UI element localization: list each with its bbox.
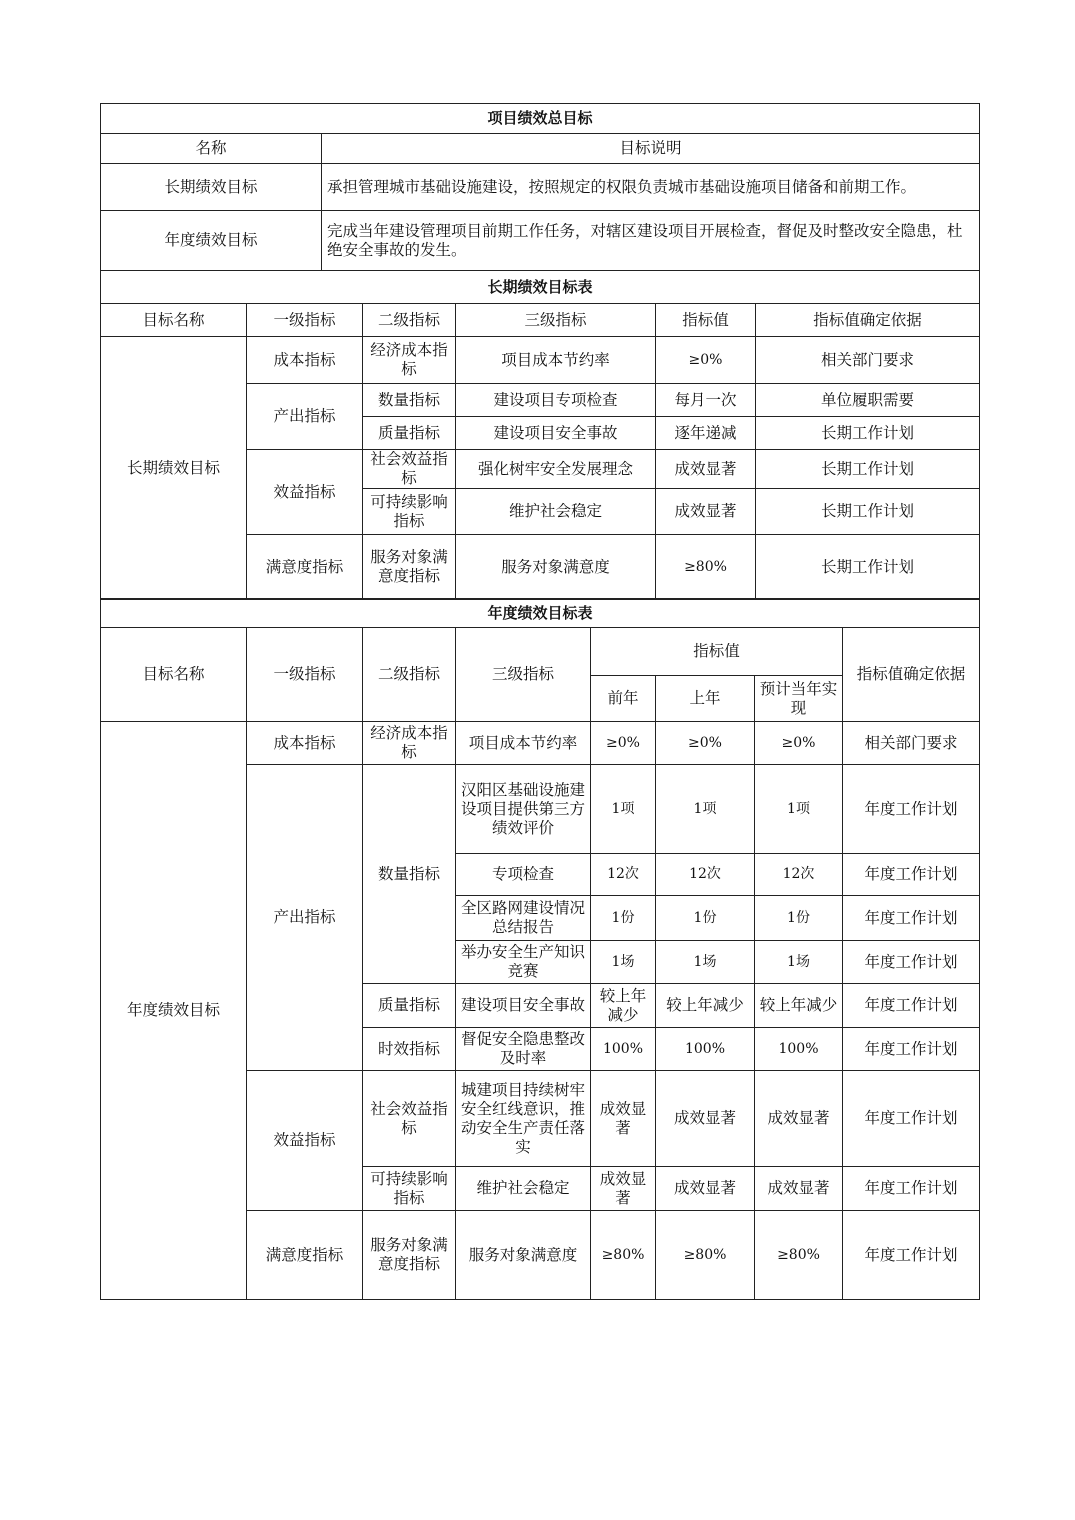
- l3-cell: 维护社会稳定: [456, 1167, 591, 1211]
- basis-cell: 长期工作计划: [756, 450, 980, 489]
- prev-cell: 1份: [591, 896, 656, 941]
- basis-cell: 年度工作计划: [843, 1167, 980, 1211]
- last-cell: ≥80%: [656, 1211, 755, 1300]
- l3-cell: 建设项目安全事故: [456, 417, 656, 450]
- goal-name: 长期绩效目标: [101, 337, 247, 600]
- l3-cell: 项目成本节约率: [456, 337, 656, 384]
- l1-benefit: 效益指标: [247, 1071, 363, 1211]
- last-cell: 100%: [656, 1028, 755, 1071]
- l3-cell: 强化树牢安全发展理念: [456, 450, 656, 489]
- l3-cell: 维护社会稳定: [456, 489, 656, 535]
- prev-cell: 100%: [591, 1028, 656, 1071]
- l2-cell: 可持续影响指标: [363, 1167, 456, 1211]
- basis-cell: 年度工作计划: [843, 941, 980, 984]
- l2-cell: 服务对象满意度指标: [363, 1211, 456, 1300]
- value-cell: 成效显著: [656, 489, 756, 535]
- header-value: 指标值: [656, 304, 756, 337]
- l3-cell: 服务对象满意度: [456, 1211, 591, 1300]
- expected-cell: 较上年减少: [755, 984, 843, 1028]
- l2-cell: 数量指标: [363, 384, 456, 417]
- overall-goals-table: [100, 103, 980, 271]
- prev-cell: 成效显著: [591, 1167, 656, 1211]
- l2-cell: 经济成本指标: [363, 722, 456, 765]
- basis-cell: 年度工作计划: [843, 854, 980, 896]
- value-cell: 成效显著: [656, 450, 756, 489]
- l1-benefit: 效益指标: [247, 450, 363, 535]
- header-last-year: 上年: [656, 676, 755, 722]
- header-l3: 三级指标: [456, 628, 591, 722]
- header-goal: 目标名称: [101, 628, 247, 722]
- overall-title: 项目绩效总目标: [101, 104, 980, 134]
- header-l3: 三级指标: [456, 304, 656, 337]
- header-basis: 指标值确定依据: [843, 628, 980, 722]
- last-cell: 较上年减少: [656, 984, 755, 1028]
- basis-cell: 年度工作计划: [843, 1028, 980, 1071]
- value-cell: ≥80%: [656, 535, 756, 600]
- l3-cell: 建设项目安全事故: [456, 984, 591, 1028]
- basis-cell: 年度工作计划: [843, 984, 980, 1028]
- l2-cell: 可持续影响指标: [363, 489, 456, 535]
- expected-cell: ≥80%: [755, 1211, 843, 1300]
- l1-output: 产出指标: [247, 384, 363, 450]
- long-table-title: 长期绩效目标表: [101, 271, 980, 304]
- header-goal: 目标名称: [101, 304, 247, 337]
- l3-cell: 全区路网建设情况总结报告: [456, 896, 591, 941]
- header-l1: 一级指标: [247, 628, 363, 722]
- table-row: [101, 337, 980, 384]
- l1-satisfaction: 满意度指标: [247, 1211, 363, 1300]
- basis-cell: 单位履职需要: [756, 384, 980, 417]
- last-cell: 1份: [656, 896, 755, 941]
- l3-cell: 专项检查: [456, 854, 591, 896]
- annual-goal-label: 年度绩效目标: [101, 211, 322, 271]
- basis-cell: 年度工作计划: [843, 1071, 980, 1167]
- annual-goals-table: [100, 598, 980, 1300]
- annual-table-title: 年度绩效目标表: [101, 599, 980, 628]
- value-cell: 逐年递减: [656, 417, 756, 450]
- col-desc-header: 目标说明: [322, 134, 980, 164]
- l3-cell: 城建项目持续树牢安全红线意识，推动安全生产责任落实: [456, 1071, 591, 1167]
- prev-cell: ≥80%: [591, 1211, 656, 1300]
- goal-name: 年度绩效目标: [101, 722, 247, 1300]
- l3-cell: 项目成本节约率: [456, 722, 591, 765]
- basis-cell: 相关部门要求: [756, 337, 980, 384]
- prev-cell: 较上年减少: [591, 984, 656, 1028]
- prev-cell: 12次: [591, 854, 656, 896]
- expected-cell: 1份: [755, 896, 843, 941]
- l2-cell: 质量指标: [363, 417, 456, 450]
- value-cell: 每月一次: [656, 384, 756, 417]
- long-goal-desc: 承担管理城市基础设施建设，按照规定的权限负责城市基础设施项目储备和前期工作。: [322, 164, 980, 211]
- l3-cell: 服务对象满意度: [456, 535, 656, 600]
- l1-output: 产出指标: [247, 765, 363, 1071]
- long-goal-label: 长期绩效目标: [101, 164, 322, 211]
- last-cell: 12次: [656, 854, 755, 896]
- header-l1: 一级指标: [247, 304, 363, 337]
- header-expected: 预计当年实现: [755, 676, 843, 722]
- l1-satisfaction: 满意度指标: [247, 535, 363, 600]
- last-cell: 1场: [656, 941, 755, 984]
- prev-cell: 成效显著: [591, 1071, 656, 1167]
- long-term-goals-table: [100, 270, 980, 600]
- l2-cell: 社会效益指标: [363, 450, 456, 489]
- expected-cell: 100%: [755, 1028, 843, 1071]
- l1-cost: 成本指标: [247, 337, 363, 384]
- last-cell: ≥0%: [656, 722, 755, 765]
- last-cell: 成效显著: [656, 1071, 755, 1167]
- l2-cell: 经济成本指标: [363, 337, 456, 384]
- expected-cell: 12次: [755, 854, 843, 896]
- header-value: 指标值: [591, 628, 843, 676]
- basis-cell: 年度工作计划: [843, 896, 980, 941]
- l3-cell: 建设项目专项检查: [456, 384, 656, 417]
- table-row: [101, 722, 980, 765]
- basis-cell: 长期工作计划: [756, 535, 980, 600]
- header-prev-year: 前年: [591, 676, 656, 722]
- l2-quantity: 数量指标: [363, 765, 456, 984]
- expected-cell: ≥0%: [755, 722, 843, 765]
- col-name-header: 名称: [101, 134, 322, 164]
- l3-cell: 汉阳区基础设施建设项目提供第三方绩效评价: [456, 765, 591, 854]
- basis-cell: 长期工作计划: [756, 489, 980, 535]
- expected-cell: 成效显著: [755, 1071, 843, 1167]
- basis-cell: 长期工作计划: [756, 417, 980, 450]
- last-cell: 1项: [656, 765, 755, 854]
- l2-cell: 质量指标: [363, 984, 456, 1028]
- l3-cell: 举办安全生产知识竞赛: [456, 941, 591, 984]
- l2-cell: 社会效益指标: [363, 1071, 456, 1167]
- expected-cell: 1项: [755, 765, 843, 854]
- basis-cell: 相关部门要求: [843, 722, 980, 765]
- expected-cell: 成效显著: [755, 1167, 843, 1211]
- header-l2: 二级指标: [363, 304, 456, 337]
- prev-cell: 1场: [591, 941, 656, 984]
- l2-cell: 服务对象满意度指标: [363, 535, 456, 600]
- l2-cell: 时效指标: [363, 1028, 456, 1071]
- header-l2: 二级指标: [363, 628, 456, 722]
- header-basis: 指标值确定依据: [756, 304, 980, 337]
- l1-cost: 成本指标: [247, 722, 363, 765]
- annual-goal-desc: 完成当年建设管理项目前期工作任务，对辖区建设项目开展检查，督促及时整改安全隐患，杜绝安全事故的发生。: [322, 211, 980, 271]
- expected-cell: 1场: [755, 941, 843, 984]
- basis-cell: 年度工作计划: [843, 1211, 980, 1300]
- prev-cell: ≥0%: [591, 722, 656, 765]
- basis-cell: 年度工作计划: [843, 765, 980, 854]
- l3-cell: 督促安全隐患整改及时率: [456, 1028, 591, 1071]
- last-cell: 成效显著: [656, 1167, 755, 1211]
- value-cell: ≥0%: [656, 337, 756, 384]
- prev-cell: 1项: [591, 765, 656, 854]
